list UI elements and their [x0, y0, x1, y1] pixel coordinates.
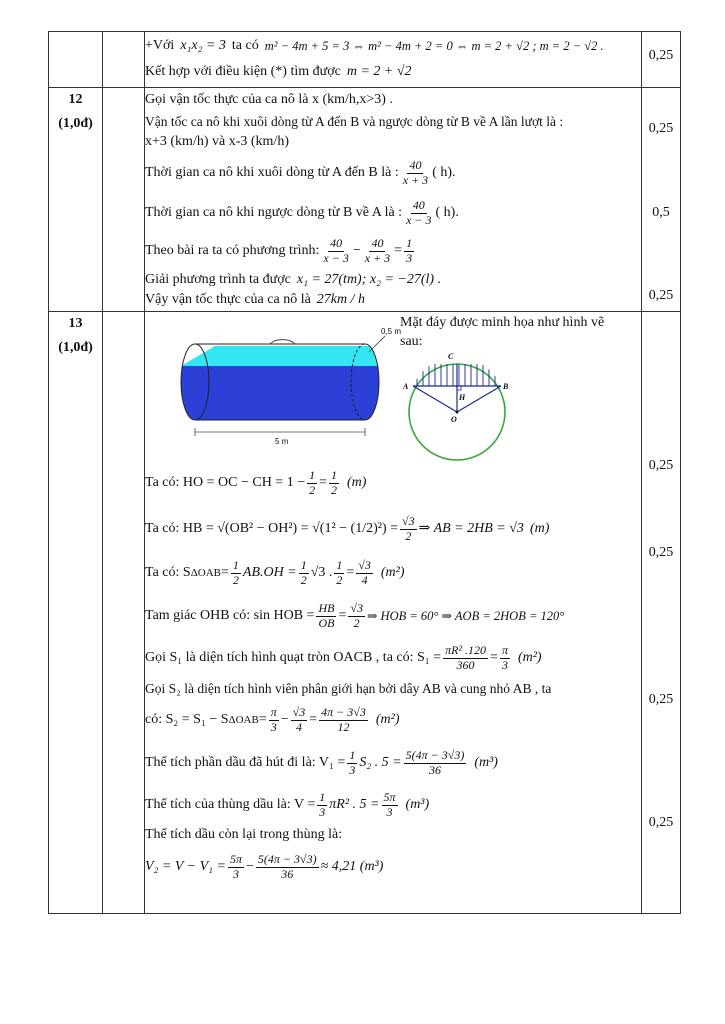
- row-11: [49, 32, 681, 88]
- point-o-label: O: [451, 415, 457, 424]
- math: Ta có: HB = √(OB² − OH²) = √(1² − (1/2)²) =: [145, 520, 399, 536]
- qno-cell: [49, 88, 103, 312]
- qno-cell: [49, 32, 103, 88]
- fraction: 40 x − 3: [323, 236, 349, 265]
- question-score: (1,0đ): [58, 340, 93, 355]
- points: 0,25: [648, 815, 674, 830]
- fraction: $\frac{1}{2}$: [309, 468, 316, 497]
- fraction: $\frac{1}{2}$: [331, 468, 337, 497]
- points: 0,25: [648, 545, 674, 560]
- content-cell: Gọi vận tốc thực của ca nô là x (km/h,x>3) . Vận tốc ca nô khi xuôi dòng từ A đến B và ngược dòng từ B về A lần lượt là : x+3 (km/h) và x-3 (km/h) Thời gian ca nô khi xuôi dòng từ A đến B là : 40 x + 3 ( h). Thời gian ca nô khi ngược dòng từ B về A là : 40 x − 3 ( h). Theo bài ra ta có phương trình: 40 x − 3 − $\frac{40}{x + 3}$ = $\frac{1}{3}$ Giải phương trình ta được x₁ = 27(tm); x₂ = −27(l) . Vậy vận tốc thực của ca nô là 27km / h: [145, 88, 642, 312]
- math: Tam giác OHB có: sin HOB =: [145, 607, 315, 623]
- points: 0,25: [648, 458, 674, 473]
- fraction: $\frac{40}{x + 3}$: [364, 236, 391, 265]
- figure-area: [145, 312, 641, 460]
- fraction: $\frac{HB}{OB}$: [318, 601, 335, 630]
- answer-table: [48, 31, 681, 914]
- math: Gọi S₁ là diện tích hình quạt tròn OACB , ta có: S₁ =: [145, 649, 442, 665]
- fraction: $\frac{1}{2}$: [336, 558, 343, 587]
- math: Thể tích phần dầu đã hút đi là: V₁ =: [145, 754, 346, 770]
- fraction: $\frac{5\pi}{3}$: [229, 852, 242, 881]
- points-cell: [642, 88, 681, 312]
- text: ( h).: [432, 164, 456, 180]
- fraction: $\frac{√3}{2}$: [350, 601, 363, 630]
- circle-cross-section: [403, 356, 513, 474]
- fraction: $\frac{\text{πR² .120}}{360}$: [445, 643, 487, 672]
- points: 0,25: [648, 121, 674, 136]
- points: 0,25: [648, 692, 674, 707]
- points: 0,5: [652, 205, 670, 220]
- fraction: $\frac{\pi}{3}$: [270, 705, 277, 734]
- figure-intro: Mặt đáy được minh họa như hình vẽ sau:: [400, 315, 605, 349]
- math: x₁ = 27(tm); x₂ = −27(l) .: [296, 271, 442, 287]
- fraction: $\frac{\pi}{3}$: [501, 643, 508, 672]
- fraction: $\frac{4\pi - 3√3}{12}$: [321, 705, 366, 734]
- fraction: $\frac{5(4\pi - 3√3)}{36}$: [257, 852, 317, 881]
- text: Gọi vận tốc thực của ca nô là x (km/h,x>3) .: [145, 91, 393, 107]
- row-13: [49, 312, 681, 914]
- point-c-label: C: [448, 352, 454, 361]
- fraction: 40 x − 3: [406, 198, 432, 227]
- fraction: $\frac{1}{3}$: [349, 748, 356, 777]
- text: Vận tốc ca nô khi xuôi dòng từ A đến B và ngược dòng từ B về A lần lượt là :: [145, 114, 564, 130]
- blank-cell: [103, 312, 145, 914]
- math: m² − 4m + 5 = 3 ⇔ m² − 4m + 2 = 0 ⇔ m = 2 + √2 ; m = 2 − √2 .: [264, 38, 604, 53]
- content-cell: 0,5 m 5 m Mặt đáy được minh họa như hình vẽ sau: C A B H O Ta có: HO = OC − CH = 1 − $\frac{1}{2}$ = $\frac{1}{2}$ (m) Ta có: HB = √(OB² − OH²) = √(1² − (1/2)²) = $\frac{√3}{2}$ ⇒ AB = 2HB = √3 (m) Ta có: S ΔOAB = $\frac{1}{2}$ AB.OH = $\frac{1}{2}$ √3 . $\frac{1}{2}$ = $\frac{√3}{4}$ (m²) Tam giác OHB có: sin HOB = $\frac{HB}{OB}$ = $\frac{√3}{2}$ ⇒ HOB = 60° ⇒ AOB = 2HOB = 120° Gọi S₁ là diện tích hình quạt tròn OACB , ta có: S₁ = $\frac{\text{πR² .120}}{360}$ = $\frac{\pi}{3}$ (m²) Gọi S₂ là diện tích hình viên phân giới hạn bởi dây AB và cung nhỏ AB , ta có: S₂ = S₁ − S ΔOAB = $\frac{\pi}{3}$ − $\frac{√3}{4}$ = $\frac{4\pi - 3√3}{12}$ (m²) Thể tích phần dầu đã hút đi là: V₁ = $\frac{1}{3}$ S₂ . 5 = $\frac{5(4\pi - 3√3)}{36}$ (m³) Thể tích của thùng dầu là: V = $\frac{1}{3}$ πR² . 5 = $\frac{5\pi}{3}$ (m³) Thể tích dầu còn lại trong thùng là: V₂ = V − V₁ = $\frac{5\pi}{3}$ − $\frac{5(4\pi - 3√3)}{36}$ ≈ 4,21 (m³): [145, 312, 642, 914]
- fraction: $\frac{1}{3}$: [406, 236, 413, 265]
- point-h-label: H: [459, 393, 466, 402]
- question-number: 13: [68, 316, 83, 331]
- math: m = 2 + √2: [346, 63, 412, 79]
- fraction: $\frac{1}{2}$: [232, 558, 239, 587]
- math: V₂ = V − V₁ =: [145, 858, 226, 874]
- qno-cell: [49, 312, 103, 914]
- blank-cell: [103, 32, 145, 88]
- points: 0,25: [648, 288, 674, 303]
- math: 27km / h: [316, 291, 366, 307]
- text: Giải phương trình ta được: [145, 271, 291, 287]
- fraction: $\frac{5\pi}{3}$: [383, 790, 396, 819]
- text: ta có: [231, 37, 259, 53]
- text: x+3 (km/h) và x-3 (km/h): [145, 133, 289, 149]
- text: Thời gian ca nô khi ngược dòng từ B về A là :: [145, 204, 403, 220]
- fraction: $\frac{1}{2}$: [300, 558, 307, 587]
- math: x₁x₂ = 3: [180, 37, 226, 53]
- math: Thể tích của thùng dầu là: V =: [145, 796, 316, 812]
- fraction: $\frac{√3}{4}$: [292, 705, 306, 734]
- point-b-label: B: [503, 382, 509, 391]
- question-score: (1,0đ): [58, 116, 93, 131]
- fraction: 40 x + 3: [402, 158, 429, 187]
- math: có: S₂ = S₁ − S: [145, 711, 229, 727]
- text: Vậy vận tốc thực của ca nô là: [145, 291, 311, 307]
- math: Ta có: HO = OC − CH = 1 −: [145, 474, 306, 490]
- points-cell: [642, 312, 681, 914]
- oil-tank-figure: [175, 324, 385, 442]
- math: Ta có: S: [145, 564, 191, 580]
- question-number: 12: [68, 92, 83, 107]
- fraction: $\frac{5(4\pi - 3√3)}{36}$: [405, 748, 465, 777]
- text: Thể tích dầu còn lại trong thùng là:: [145, 826, 343, 842]
- row-12: [49, 88, 681, 312]
- points: 0,25: [648, 48, 674, 63]
- tank-height-label: 0,5 m: [381, 327, 402, 336]
- points-cell: [642, 32, 681, 88]
- text: ( h).: [435, 204, 459, 220]
- fraction: $\frac{√3}{2}$: [402, 514, 415, 543]
- text: Kết hợp với điều kiện (*) tìm được: [145, 63, 341, 79]
- fraction: $\frac{√3}{4}$: [358, 558, 371, 587]
- tank-length-label: 5 m: [275, 437, 289, 446]
- text: Theo bài ra ta có phương trình:: [145, 242, 320, 258]
- text: +Với: [145, 37, 175, 53]
- point-a-label: A: [403, 382, 409, 391]
- fraction: $\frac{1}{3}$: [319, 790, 326, 819]
- text: Thời gian ca nô khi xuôi dòng từ A đến B là :: [145, 164, 399, 180]
- content-cell: [145, 32, 642, 88]
- text: Gọi S₂ là diện tích hình viên phân giới hạn bởi dây AB và cung nhỏ AB , ta: [145, 681, 552, 697]
- blank-cell: [103, 88, 145, 312]
